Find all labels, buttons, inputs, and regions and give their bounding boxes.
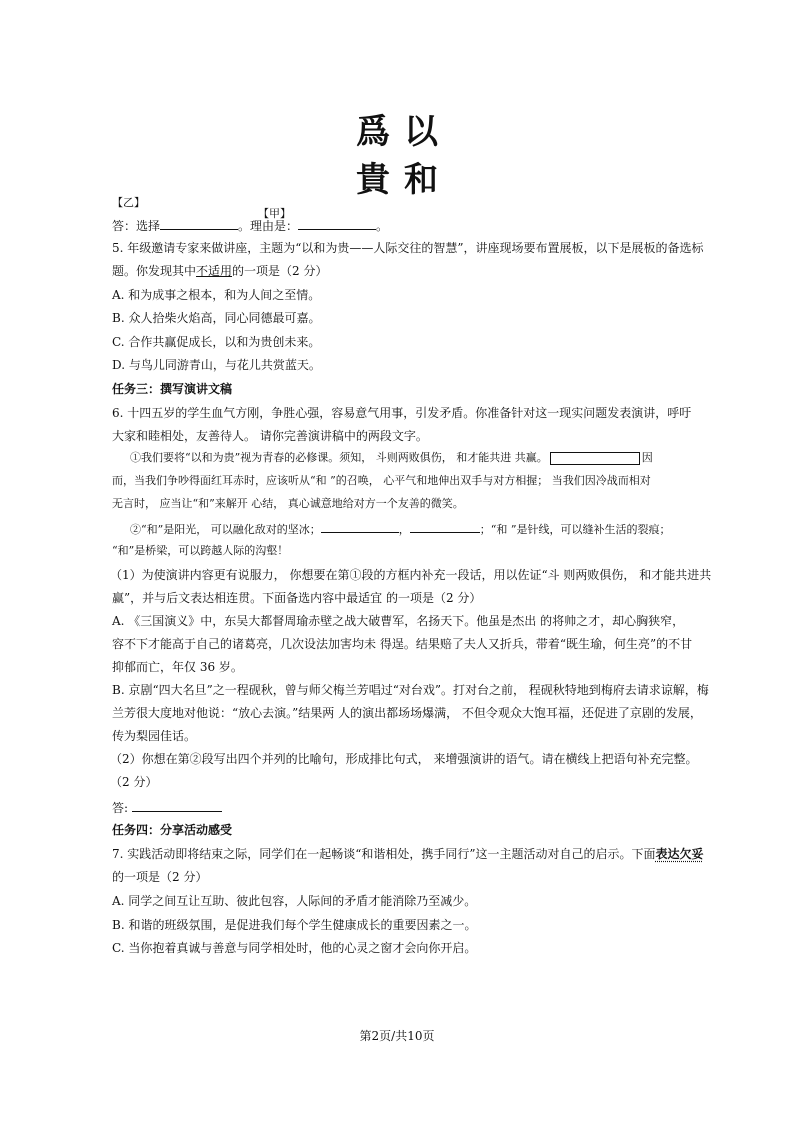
q6-stem-line1: 6. 十四五岁的学生血气方刚，争胜心强，容易意气用事，引发矛盾。你准备针对这一现实问题发表演讲，呼吁 <box>112 406 692 420</box>
q5-stem-line2 <box>112 263 327 279</box>
q5-stem2-a: 题。你发现其中 <box>112 264 197 278</box>
q5-option-c: C. 合作共赢促成长，以和为贵创未来。 <box>112 335 321 349</box>
q7-stem1a: 7. 实践活动即将结束之际，同学们在一起畅谈“和谐相处，携手同行”这一主题活动对自己的启示。下面 <box>112 847 656 861</box>
q6-p2-line2: “和”是桥梁，可以跨越人际的沟壑！ <box>112 544 289 557</box>
q5-option-b: B. 众人拾柴火焰高，同心同德最可嘉。 <box>112 311 321 325</box>
answer-prefix: 答：选择 <box>112 219 161 233</box>
calligraphy-line1: 爲以 <box>356 112 452 152</box>
q6-answer-blank[interactable] <box>132 799 222 812</box>
answer-blank-choice[interactable] <box>160 217 238 230</box>
q6-p1-l1b: 因 <box>641 451 653 464</box>
q6-p2-blank1[interactable] <box>321 520 399 533</box>
q6-p2-line1 <box>130 520 671 538</box>
q6-option-a-line1: A. 《三国演义》中，东吴大都督周瑜赤壁之战大破曹军，名扬天下。他虽是杰出 的将帅之才，却心胸狭窄， <box>112 614 685 628</box>
q7-stem-emphasis: 表达欠妥 <box>655 847 704 861</box>
q6-option-a-line2: 容不下才能高于自己的诸葛亮，几次设法加害均未 得逞。结果赔了夫人又折兵，带着“既生瑜，何生亮”的不甘 <box>112 637 693 651</box>
q6-sub2-line1: （2）你想在第②段写出四个并列的比喻句，形成排比句式， 来增强演讲的语气。请在横线上把语句补充完整。 <box>110 752 698 766</box>
answer-mid: 。理由是： <box>238 219 299 233</box>
q5-stem-line1: 5. 年级邀请专家来做讲座，主题为“以和为贵——人际交往的智慧”，讲座现场要布置展板，以下是展板的备选标 <box>112 241 704 255</box>
answer-line <box>112 217 388 234</box>
q6-sub1-line2: 赢”，并与后文表达相连贯。下面备选内容中最适宜 的一项是（2 分） <box>112 591 482 605</box>
calligraphy-line2: 貴和 <box>356 160 452 200</box>
jia-label: 【甲】 <box>258 207 291 220</box>
q6-p2-l1b: ， <box>398 523 410 536</box>
q5-stem2-c: 的一项是（2 分） <box>232 264 328 278</box>
q6-p1-answer-box[interactable] <box>550 452 640 465</box>
task4-heading: 任务四：分享活动感受 <box>112 823 233 837</box>
yi-label: 【乙】 <box>112 196 145 209</box>
q6-option-b-line3: 传为梨园佳话。 <box>112 729 197 743</box>
q6-option-b-line1: B. 京剧“四大名旦”之一程砚秋，曾与师父梅兰芳唱过“对台戏”。打对台之前， 程砚秋特地到梅府去请求谅解，梅 <box>112 683 709 697</box>
q7-option-a: A. 同学之间互让互助、彼此包容，人际间的矛盾才能消除乃至减少。 <box>112 894 477 908</box>
q5-option-a: A. 和为成事之根本，和为人间之至情。 <box>112 288 321 302</box>
q6-p2-blank2[interactable] <box>410 520 480 533</box>
q6-sub1-line1: （1）为使演讲内容更有说服力， 你想要在第①段的方框内补充一段话，用以佐证“斗 则两败俱伤， 和才能共进共 <box>110 568 712 582</box>
page-footer: 第2页/共10页 <box>359 1029 435 1043</box>
q6-stem-line2: 大家和睦相处，友善待人。 请你完善演讲稿中的两段文字。 <box>112 429 428 443</box>
q5-stem2-emphasis: 不适用 <box>196 264 233 278</box>
q6-sub2-line2: （2 分） <box>110 775 158 789</box>
q7-stem-line1 <box>112 846 704 862</box>
q6-p1-line1 <box>130 450 653 466</box>
q6-p1-line3: 无言时， 应当让“和”来解开 心结， 真心诚意地给对方一个友善的微笑。 <box>112 497 464 510</box>
q6-answer-line <box>112 799 222 816</box>
answer-end: 。 <box>376 219 389 233</box>
q7-stem-line2: 的一项是（2 分） <box>112 870 208 884</box>
q7-option-c: C. 当你抱着真诚与善意与同学相处时，他的心灵之窗才会向你开启。 <box>112 941 477 955</box>
q5-option-d: D. 与鸟儿同游青山，与花儿共赏蓝天。 <box>112 358 321 372</box>
q6-p1-line2: 而，当我们争吵得面红耳赤时，应该听从“和 ”的召唤， 心平气和地伸出双手与对方相握； 当我们因冷战而相对 <box>112 474 651 487</box>
q6-p2-l1c: ；“和 ”是针线，可以缝补生活的裂痕； <box>479 523 671 536</box>
q6-answer-prefix: 答: <box>112 801 129 815</box>
q6-p1-l1a: ①我们要将“以和为贵”视为青春的必修课。须知， 斗则两败俱伤， 和才能共进 共赢。 <box>130 451 548 464</box>
q6-option-b-line2: 兰芳很大度地对他说：“放心去演。”结果两 人的演出都场场爆满， 不但令观众大饱耳福，还促进了京剧的发展， <box>112 706 702 720</box>
task3-heading: 任务三：撰写演讲文稿 <box>112 382 233 396</box>
q6-option-a-line3: 抑郁而亡，年仅 36 岁。 <box>112 660 243 674</box>
answer-blank-reason[interactable] <box>298 217 376 230</box>
q6-p2-l1a: ②“和”是阳光， 可以融化敌对的坚冰； <box>130 523 321 536</box>
q7-option-b: B. 和谐的班级氛围，是促进我们每个学生健康成长的重要因素之一。 <box>112 918 477 932</box>
